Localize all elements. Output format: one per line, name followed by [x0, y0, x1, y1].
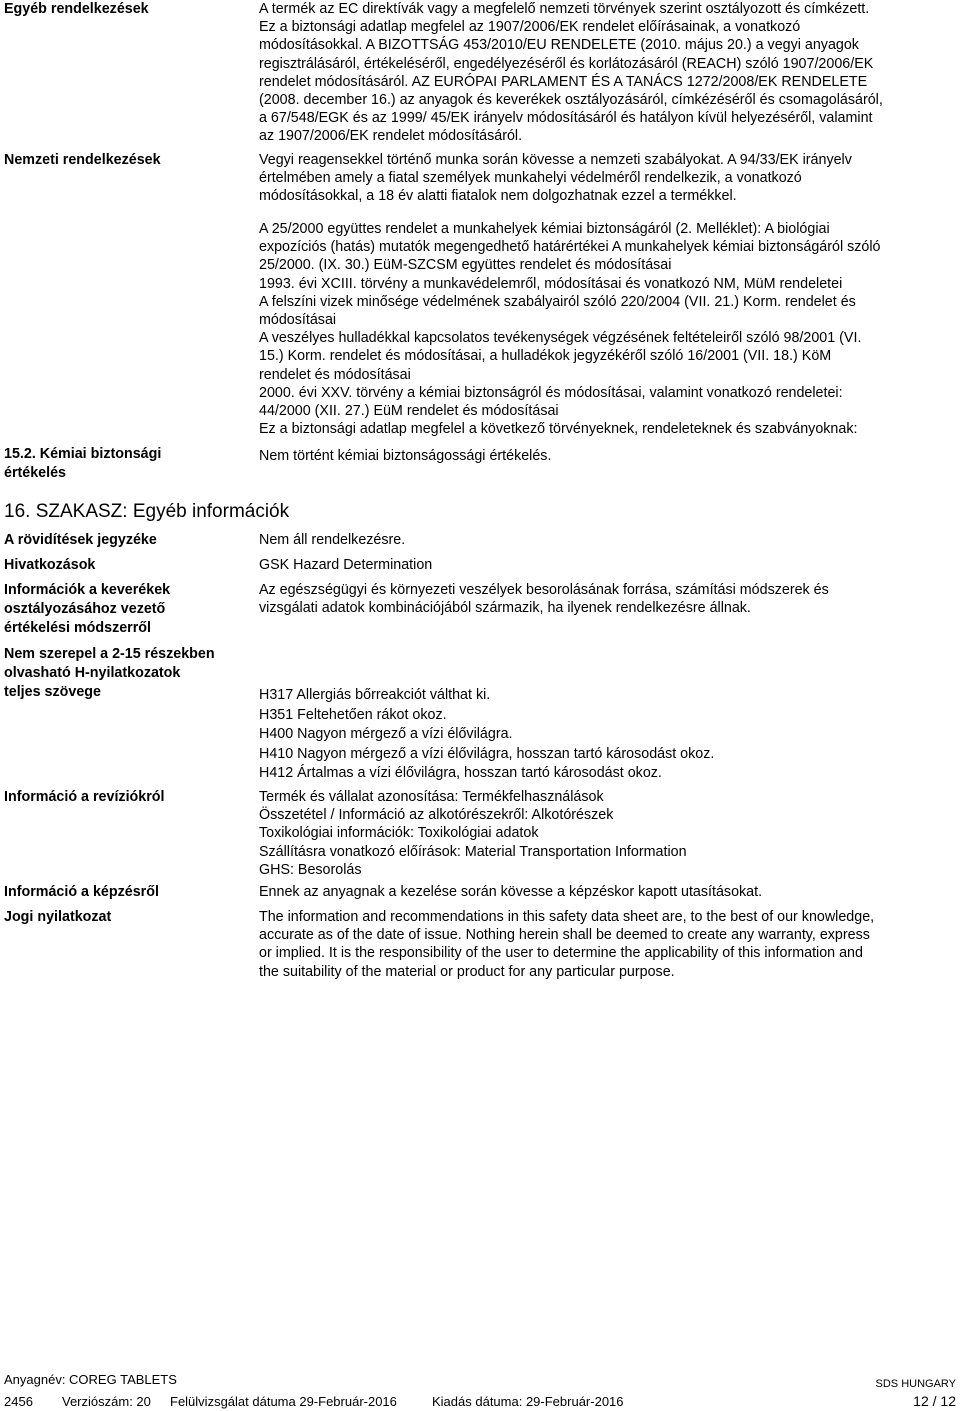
label-line: teljes szövege [4, 684, 101, 700]
training-value: Ennek az anyagnak a kezelése során kövesse a képzéskor kapott utasításokat. [259, 884, 763, 900]
text-line: A 25/2000 együttes rendelet a munkahelyek kémiai biztonságáról (2. Melléklet): A biológiai [259, 221, 830, 237]
text-line: expozíciós (hatás) mutatók megengedhető határértékei A munkahelyek kémiai biztonságáról szóló [259, 239, 881, 256]
text-line: értelmében amely a fiatal személyek munkahelyi védelméről rendelkezik, a vonatkozó [259, 170, 802, 187]
revision-item: Toxikológiai információk: Toxikológiai adatok [259, 825, 539, 842]
text-line: the suitability of the material or product for any particular purpose. [259, 963, 675, 980]
text-line: regisztrálásáról, értékeléséről, engedélyezéséről és korlátozásáról (REACH) szóló 1907/2006/EK [259, 55, 874, 72]
label-other-regulations: Egyéb rendelkezések [4, 1, 149, 17]
revisions-list [259, 788, 959, 879]
text-line: 25/2000. (IX. 30.) EüM-SZCSM együttes rendelet és módosításai [259, 257, 672, 274]
text-line: A veszélyes hulladékkal kapcsolatos tevékenységek végzésének feltételeiről szóló 98/2001 (VI. [259, 330, 862, 347]
text-line: módosításokkal. A BIZOTTSÁG 453/2010/EU RENDELETE (2010. május 20.) a vegyi anyagok [259, 37, 859, 54]
text-line: Vegyi reagensekkel történő munka során kövesse a nemzeti szabályokat. A 94/33/EK irányelv [259, 152, 852, 168]
text-line: módosításokkal, a 18 év alatti fiatalok nem dolgozhatnak ezzel a termékkel. [259, 188, 737, 205]
label-line: 15.2. Kémiai biztonsági [4, 446, 162, 462]
label-h-statements [4, 645, 244, 702]
footer-region: SDS HUNGARY [875, 1378, 956, 1390]
text-line: Ez a biztonsági adatlap megfelel a következő törvényeknek, rendeleteknek és szabványoknak: [259, 421, 858, 438]
text-line: 44/2000 (XII. 27.) EüM rendelet és módosításai [259, 403, 559, 420]
revision-item: Szállításra vonatkozó előírások: Material Transportation Information [259, 843, 687, 860]
label-classification-method [4, 581, 244, 638]
text-line: A felszíni vizek minősége védelmének szabályairól szóló 220/2004 (VII. 21.) Korm. rendelet és [259, 293, 856, 310]
h-statement: H400 Nagyon mérgező a vízi élővilágra. [259, 726, 513, 742]
label-training: Információ a képzésről [4, 884, 159, 900]
classification-method-value [259, 581, 959, 617]
footer-doc-number: 2456 [4, 1394, 33, 1409]
references-value: GSK Hazard Determination [259, 557, 433, 573]
revision-item: Összetétel / Információ az alkotórészekről: Alkotórészek [259, 807, 614, 824]
footer-version: Verziószám: 20 [62, 1394, 151, 1409]
footer-page-number: 12 / 12 [913, 1393, 956, 1409]
abbreviations-value: Nem áll rendelkezésre. [259, 532, 406, 548]
revision-item: GHS: Besorolás [259, 861, 362, 878]
text-line: or implied. It is the responsibility of the user to determine the applicability of this information and [259, 945, 863, 962]
label-abbreviations: A rövidítések jegyzéke [4, 532, 157, 548]
label-line: Információk a keverékek [4, 582, 171, 598]
label-references: Hivatkozások [4, 557, 96, 573]
h-statement: H412 Ártalmas a vízi élővilágra, hosszan tartó károsodást okoz. [259, 765, 662, 781]
h-statement: H317 Allergiás bőrreakciót válthat ki. [259, 687, 491, 703]
text-line: 2000. évi XXV. törvény a kémiai biztonságról és módosításai, valamint vonatkozó rendeletei: [259, 384, 843, 401]
label-line: értékelés [4, 465, 67, 481]
label-line: osztályozásához vezető [4, 601, 166, 617]
national-regulations-text-a [259, 151, 959, 206]
text-line: accurate as of the date of issue. Nothing herein shall be deemed to create any warranty, express [259, 927, 870, 944]
other-regulations-text [259, 0, 959, 146]
legal-disclaimer-text [259, 908, 959, 981]
h-statements-list [259, 686, 959, 784]
h-statement: H410 Nagyon mérgező a vízi élővilágra, hosszan tartó károsodást okoz. [259, 745, 715, 762]
footer-issue-date: Kiadás dátuma: 29-Február-2016 [432, 1394, 624, 1409]
label-line: értékelési módszerről [4, 620, 152, 636]
text-line: 15.) Korm. rendelet és módosításai, a hulladékok jegyzékéről szóló 16/2001 (VII. 18.) KöM [259, 348, 832, 365]
text-line: módosításai [259, 312, 337, 329]
label-chemical-safety-assessment [4, 445, 244, 483]
text-line: vizsgálati adatok kombinációjából származik, ha ilyenek rendelkezésre állnak. [259, 600, 751, 617]
text-line: 1993. évi XCIII. törvény a munkavédelemről, módosításai és vonatkozó NM, MüM rendeletei [259, 275, 843, 292]
footer-product-name: Anyagnév: COREG TABLETS [4, 1372, 177, 1387]
text-line: Ez a biztonsági adatlap megfelel az 1907/2006/EK rendelet előírásainak, a vonatkozó [259, 19, 801, 36]
label-revisions: Információ a revíziókról [4, 789, 165, 805]
revision-item: Termék és vállalat azonosítása: Termékfelhasználások [259, 789, 604, 805]
label-national-regulations: Nemzeti rendelkezések [4, 152, 161, 168]
text-line: a 67/548/EGK és az 1999/ 45/EK irányelv módosításáról és hatályon kívül helyezéséről, valamint [259, 110, 873, 127]
national-regulations-text-b [259, 220, 959, 438]
text-line: (2008. december 16.) az anyagok és keverékek osztályozásáról, címkézéséről és csomagolásáról, [259, 92, 883, 109]
footer-review-date: Felülvizsgálat dátuma 29-Február-2016 [170, 1394, 397, 1409]
text-line: A termék az EC direktívák vagy a megfelelő nemzeti törvények szerint osztályozott és címkézett. [259, 1, 870, 17]
text-line: rendelet és módosításai [259, 366, 411, 383]
label-line: Nem szerepel a 2-15 részekben [4, 646, 215, 662]
text-line: The information and recommendations in this safety data sheet are, to the best of our knowledge, [259, 909, 875, 925]
text-line: Az egészségügyi és környezeti veszélyek besorolásának forrása, számítási módszerek és [259, 582, 829, 598]
chemical-safety-assessment-value: Nem történt kémiai biztonságossági értékelés. [259, 448, 552, 464]
label-line: olvasható H-nyilatkozatok [4, 665, 181, 681]
label-legal-disclaimer: Jogi nyilatkozat [4, 909, 112, 925]
h-statement: H351 Feltehetően rákot okoz. [259, 706, 447, 723]
text-line: az 1907/2006/EK rendelet módosításáról. [259, 128, 523, 145]
text-line: rendelet módosításáról. AZ EURÓPAI PARLAMENT ÉS A TANÁCS 1272/2008/EK RENDELETE [259, 73, 868, 90]
section-16-title: 16. SZAKASZ: Egyéb információk [4, 501, 290, 522]
